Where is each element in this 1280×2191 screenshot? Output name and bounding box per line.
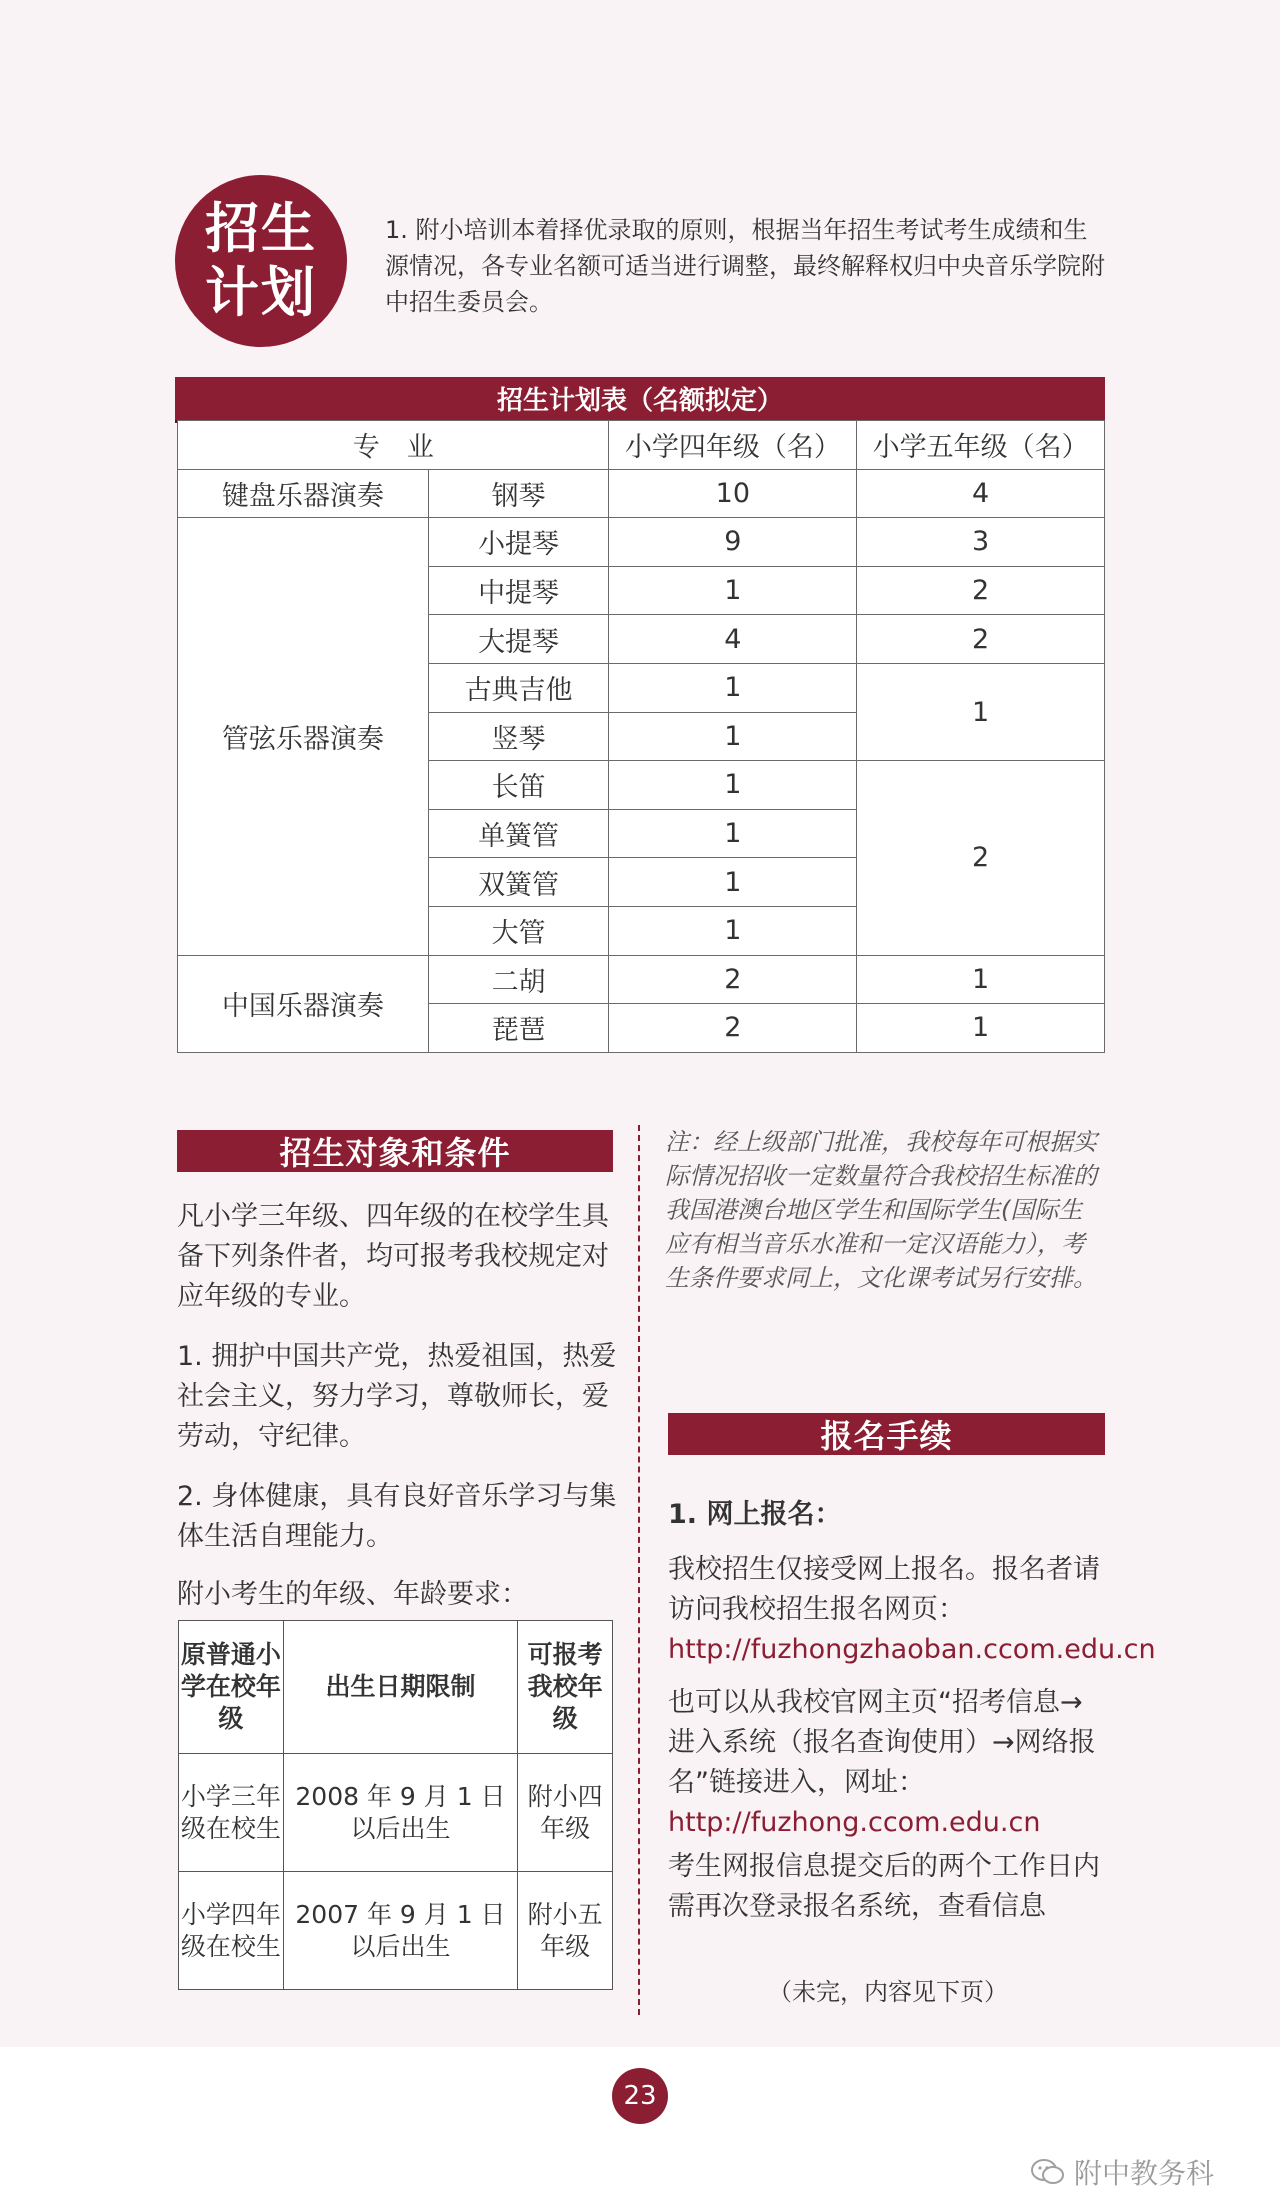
grade4-cell: 1: [609, 712, 857, 761]
section-title-eligibility: 招生对象和条件: [177, 1130, 613, 1172]
table-row: [179, 1872, 613, 1990]
grade5-cell: 1: [857, 955, 1105, 1004]
section-title-registration: 报名手续: [668, 1413, 1105, 1455]
table-row: [178, 469, 1105, 518]
age-cell: 2008 年 9 月 1 日以后出生: [283, 1754, 517, 1872]
column-divider: [638, 1125, 640, 2015]
badge-line-2: 计划: [205, 261, 317, 324]
instrument-cell: 小提琴: [428, 518, 609, 567]
age-cell: 小学三年级在校生: [179, 1754, 284, 1872]
group-cell: 中国乐器演奏: [178, 955, 429, 1052]
page-number: 23: [612, 2068, 668, 2124]
online-registration-heading: 1. 网上报名：: [668, 1499, 842, 1530]
grade4-cell: 1: [609, 809, 857, 858]
age-cell: 2007 年 9 月 1 日以后出生: [283, 1872, 517, 1990]
plan-table-title: 招生计划表（名额拟定）: [175, 377, 1105, 420]
registration-url-1[interactable]: http://fuzhongzhaoban.ccom.edu.cn: [668, 1634, 1156, 1665]
instrument-cell: 琵琶: [428, 1004, 609, 1053]
group-cell: 键盘乐器演奏: [178, 469, 429, 518]
plan-table: [177, 420, 1105, 1053]
intro-paragraph: 1. 附小培训本着择优录取的原则，根据当年招生考试考生成绩和生源情况，各专业名额可适当进行调整，最终解释权归中央音乐学院附中招生委员会。: [385, 216, 1105, 316]
grade4-cell: 1: [609, 663, 857, 712]
grade4-cell: 10: [609, 469, 857, 518]
section-badge: [175, 175, 347, 347]
brand-name: 附中教务科: [1074, 2157, 1215, 2190]
wechat-icon: [1030, 2158, 1066, 2186]
instrument-cell: 古典吉他: [428, 663, 609, 712]
instrument-cell: 竖琴: [428, 712, 609, 761]
eligibility-intro: 凡小学三年级、四年级的在校学生具备下列条件者，均可报考我校规定对应年级的专业。: [177, 1201, 609, 1312]
table-row: [178, 421, 1105, 470]
grade5-cell: 2: [857, 566, 1105, 615]
grade5-cell: 3: [857, 518, 1105, 567]
instrument-cell: 二胡: [428, 955, 609, 1004]
age-cell: 小学四年级在校生: [179, 1872, 284, 1990]
grade5-cell: 1: [857, 663, 1105, 760]
instrument-cell: 单簧管: [428, 809, 609, 858]
grade4-cell: 2: [609, 955, 857, 1004]
registration-text-1: 我校招生仅接受网上报名。报名者请访问我校招生报名网页：: [668, 1554, 1100, 1625]
table-row: [179, 1621, 613, 1754]
registration-url-2[interactable]: http://fuzhong.ccom.edu.cn: [668, 1807, 1041, 1838]
instrument-cell: 双簧管: [428, 858, 609, 907]
continued-note: （未完，内容见下页）: [768, 1978, 1008, 2006]
grade4-cell: 4: [609, 615, 857, 664]
age-table: [178, 1620, 613, 1990]
condition-2: 2. 身体健康，具有良好音乐学习与集体生活自理能力。: [177, 1481, 617, 1552]
badge-line-1: 招生: [205, 197, 317, 260]
instrument-cell: 大提琴: [428, 615, 609, 664]
header-cell-grade5: 小学五年级（名）: [857, 421, 1105, 470]
age-header-cell: 可报考我校年级: [518, 1621, 613, 1754]
grade5-cell: 2: [857, 615, 1105, 664]
age-cell: 附小四年级: [518, 1754, 613, 1872]
grade4-cell: 9: [609, 518, 857, 567]
grade5-cell: 4: [857, 469, 1105, 518]
header-cell-grade4: 小学四年级（名）: [609, 421, 857, 470]
note-paragraph: 注：经上级部门批准，我校每年可根据实际情况招收一定数量符合我校招生标准的我国港澳台地区学生和国际学生(国际生应有相当音乐水准和一定汉语能力），考生条件要求同上，文化课考试另行安排。: [665, 1128, 1097, 1292]
age-header-cell: 出生日期限制: [283, 1621, 517, 1754]
grade4-cell: 1: [609, 761, 857, 810]
grade4-cell: 1: [609, 858, 857, 907]
group-cell: 管弦乐器演奏: [178, 518, 429, 955]
grade4-cell: 1: [609, 906, 857, 955]
grade5-cell: 1: [857, 1004, 1105, 1053]
table-row: [178, 518, 1105, 567]
registration-paragraph-2: [668, 1683, 1108, 1843]
registration-paragraph-1: [668, 1550, 1156, 1670]
instrument-cell: 中提琴: [428, 566, 609, 615]
instrument-cell: 钢琴: [428, 469, 609, 518]
brand-watermark: [1030, 2152, 1214, 2191]
condition-1: 1. 拥护中国共产党，热爱祖国，热爱社会主义，努力学习，尊敬师长，爱劳动，守纪律。: [177, 1341, 617, 1452]
instrument-cell: 长笛: [428, 761, 609, 810]
table-row: [178, 955, 1105, 1004]
header-cell-major: 专 业: [178, 421, 609, 470]
registration-text-2: 也可以从我校官网主页“招考信息→进入系统（报名查询使用）→网络报名”链接进入，网址：: [668, 1687, 1096, 1798]
grade5-cell: 2: [857, 761, 1105, 955]
age-cell: 附小五年级: [518, 1872, 613, 1990]
grade4-cell: 1: [609, 566, 857, 615]
age-header-cell: 原普通小学在校年级: [179, 1621, 284, 1754]
table-row: [179, 1754, 613, 1872]
registration-paragraph-3: 考生网报信息提交后的两个工作日内需再次登录报名系统，查看信息: [668, 1851, 1100, 1922]
age-requirements-label: 附小考生的年级、年龄要求：: [177, 1579, 528, 1610]
grade4-cell: 2: [609, 1004, 857, 1053]
instrument-cell: 大管: [428, 906, 609, 955]
